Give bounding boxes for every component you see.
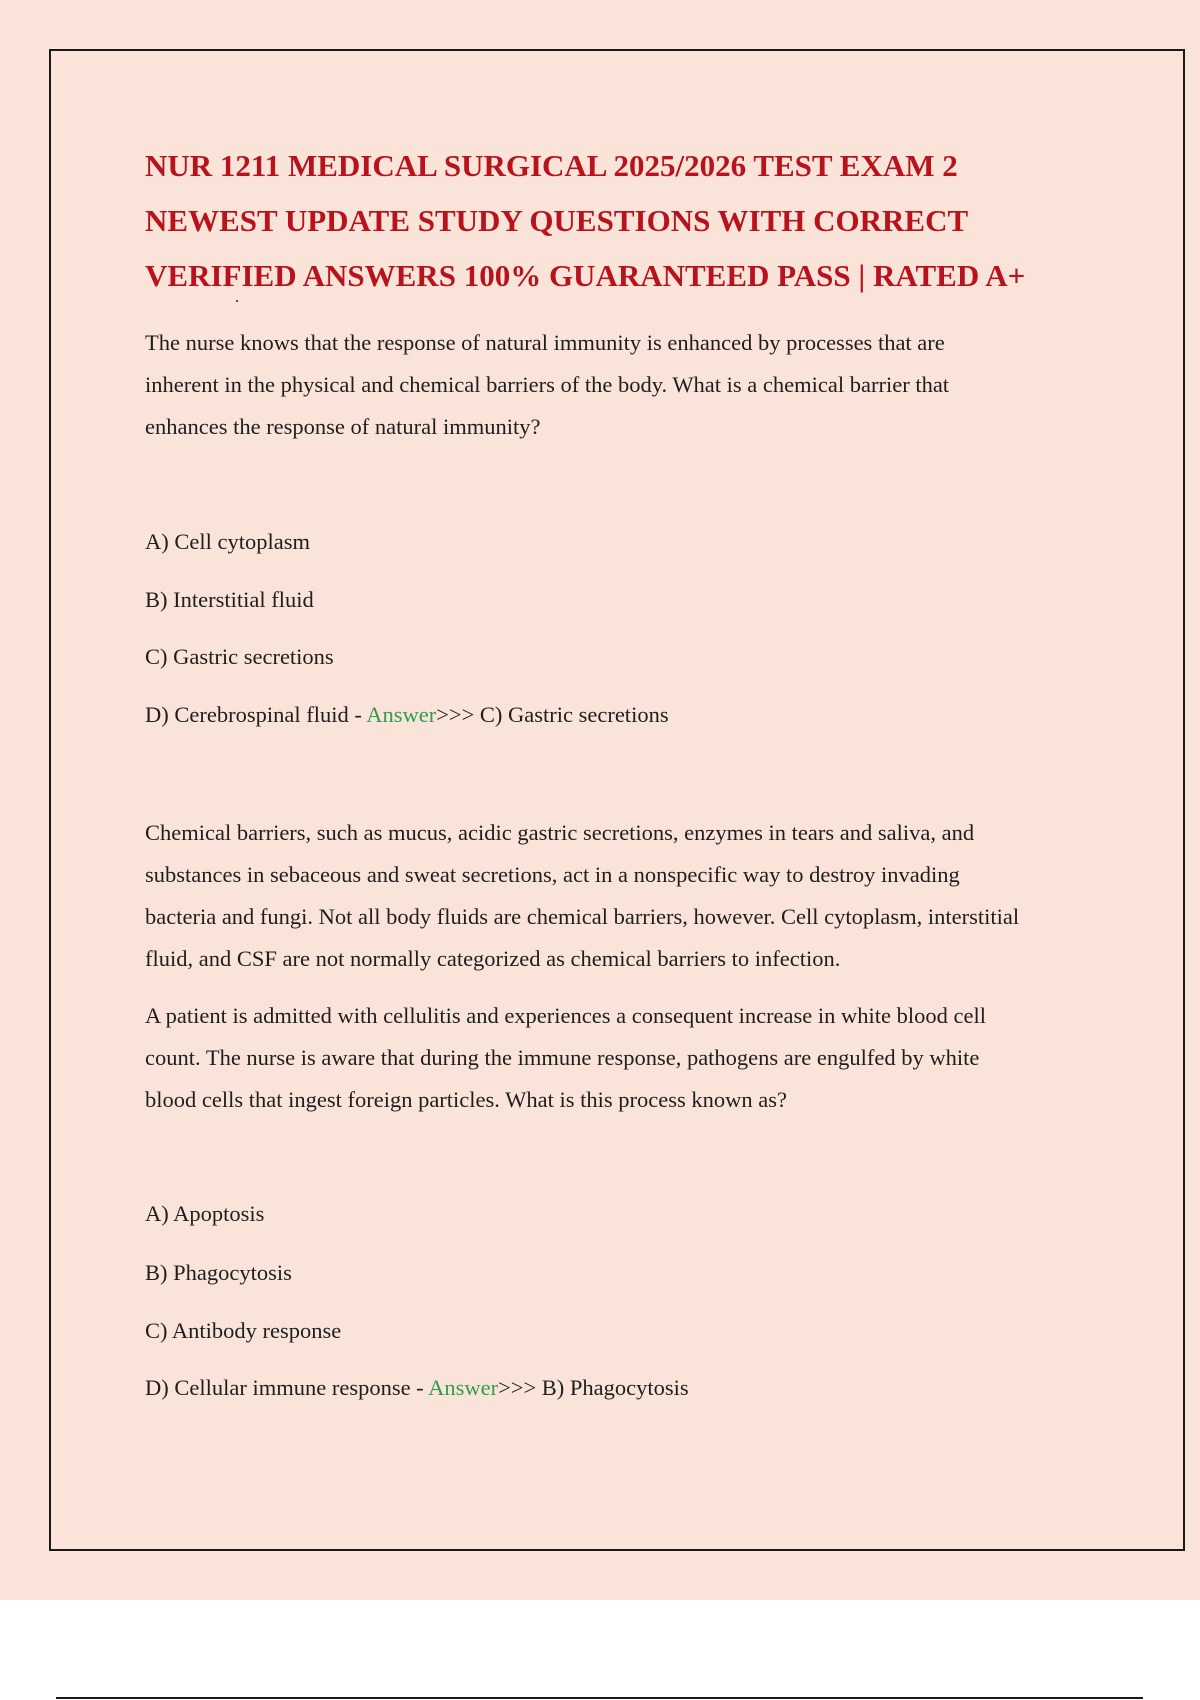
question-1-option-d: D) Cerebrospinal fluid - [145, 702, 367, 727]
question-1-option-a: A) Cell cytoplasm [145, 529, 310, 554]
title-line-1: NUR 1211 MEDICAL SURGICAL 2025/2026 TEST EXAM 2 [145, 148, 958, 183]
question-1-option-c: C) Gastric secretions [145, 644, 334, 669]
question-1-option-d-with-answer [145, 700, 669, 730]
question-2-stem [145, 995, 1105, 1121]
question-1-answer-value: >>> C) Gastric secretions [436, 702, 669, 727]
question-1-option-b: B) Interstitial fluid [145, 587, 314, 612]
rationale-line: fluid, and CSF are not normally categorized as chemical barriers to infection. [145, 946, 841, 971]
question-2-stem-line: count. The nurse is aware that during the immune response, pathogens are engulfed by white [145, 1045, 980, 1070]
rationale-line: substances in sebaceous and sweat secretions, act in a nonspecific way to destroy invading [145, 862, 960, 887]
question-1-rationale [145, 812, 1105, 980]
question-2-option-d-with-answer [145, 1373, 689, 1403]
question-2-stem-line: blood cells that ingest foreign particles. What is this process known as? [145, 1087, 787, 1112]
question-2-option-d: D) Cellular immune response - [145, 1375, 429, 1400]
question-2-option-c: C) Antibody response [145, 1318, 342, 1343]
question-1-stem-line: inherent in the physical and chemical barriers of the body. What is a chemical barrier that [145, 372, 950, 397]
document-title [145, 138, 1105, 303]
question-2-answer-value: >>> B) Phagocytosis [498, 1375, 689, 1400]
title-line-3: VERIFIED ANSWERS 100% GUARANTEED PASS | RATED A+ [145, 258, 1026, 293]
question-2-option-b: B) Phagocytosis [145, 1260, 292, 1285]
footer-divider [56, 1697, 1143, 1699]
question-2-option-a: A) Apoptosis [145, 1201, 265, 1226]
question-1-answer-label: Answer [366, 702, 437, 727]
rationale-line: bacteria and fungi. Not all body fluids are chemical barriers, however. Cell cytoplasm, interstitial [145, 904, 1020, 929]
question-1-stem-line: The nurse knows that the response of natural immunity is enhanced by processes that are [145, 330, 945, 355]
rationale-line: Chemical barriers, such as mucus, acidic gastric secretions, enzymes in tears and saliva, and [145, 820, 975, 845]
stray-dot-mark [236, 300, 238, 302]
question-1-stem-line: enhances the response of natural immunity? [145, 414, 541, 439]
question-2-stem-line: A patient is admitted with cellulitis and experiences a consequent increase in white blood cell [145, 1003, 986, 1028]
question-1-stem [145, 322, 1105, 448]
question-2-answer-label: Answer [428, 1375, 499, 1400]
title-line-2: NEWEST UPDATE STUDY QUESTIONS WITH CORRECT [145, 203, 969, 238]
